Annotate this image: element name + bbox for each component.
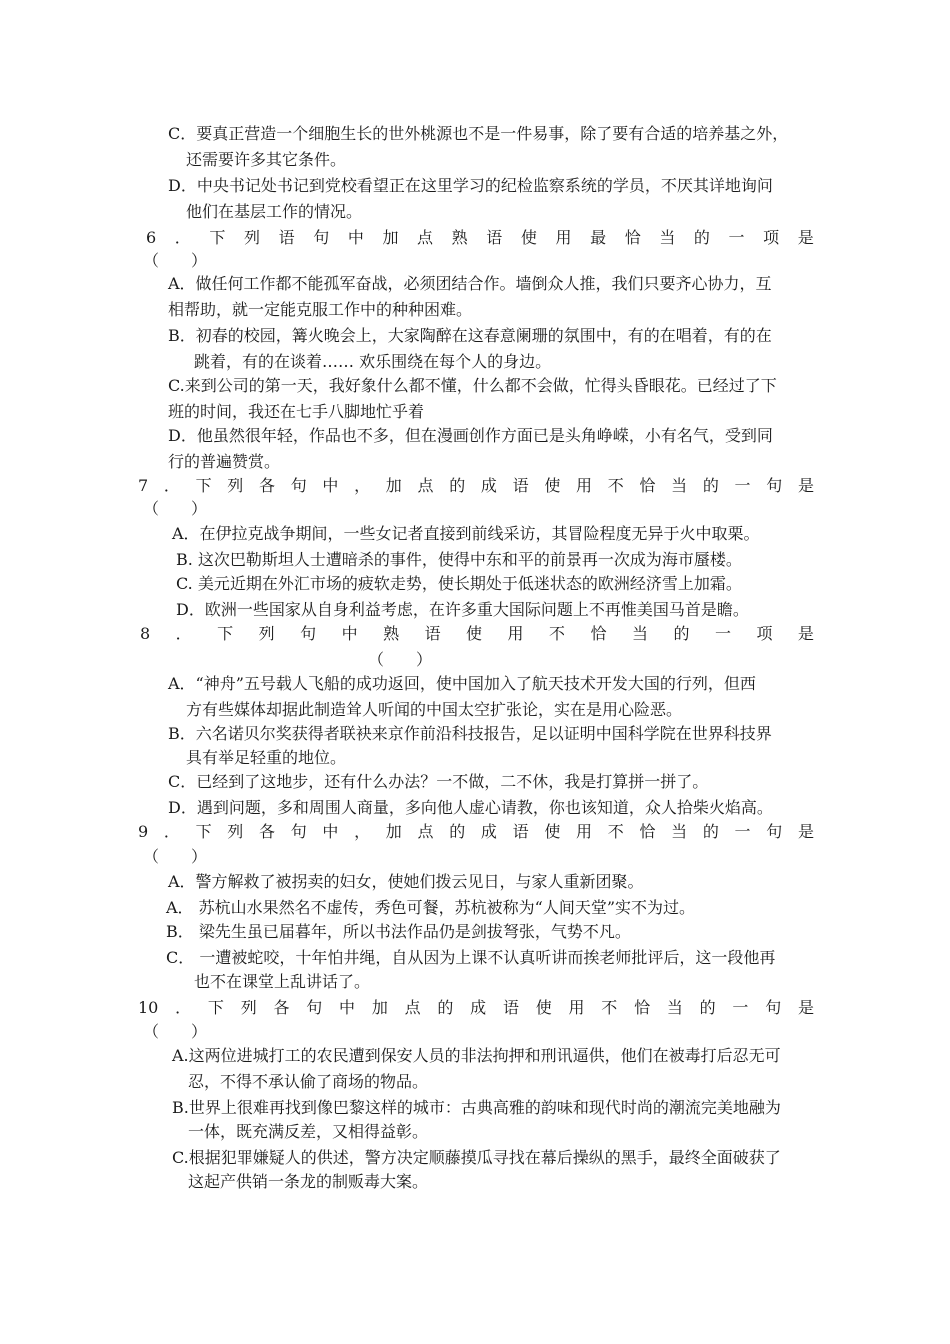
q10-option-a-line2: 忍，不得不承认偷了商场的物品。 <box>188 1072 429 1091</box>
q9-stem-text: 9 ． 下 列 各 句 中 ， 加 点 的 成 语 使 用 不 恰 当 的 一 句 是 <box>138 822 814 841</box>
q8-stem <box>140 622 814 646</box>
q7-option-a: A．在伊拉克战争期间，一些女记者直接到前线采访，其冒险程度无异于火中取栗。 <box>172 524 760 543</box>
q9-answer-paren: （ ） <box>143 847 208 866</box>
q7-option-c: C. 美元近期在外汇市场的疲软走势，使长期处于低迷状态的欧洲经济雪上加霜。 <box>176 574 742 593</box>
q8-answer-paren: （ ） <box>368 650 433 669</box>
q9-option-c-line1: C． 一遭被蛇咬，十年怕井绳，自从因为上课不认真听讲而挨老师批评后，这一段他再 <box>166 948 776 967</box>
q8-option-a-line2: 方有些媒体却据此制造耸人听闻的中国太空扩张论，实在是用心险恶。 <box>186 700 683 719</box>
q6-stem <box>146 226 814 250</box>
q5-option-c-line1: C．要真正营造一个细胞生长的世外桃源也不是一件易事，除了要有合适的培养基之外， <box>168 124 789 143</box>
q6-option-c-line2: 班的时间，我还在七手八脚地忙乎着 <box>168 402 425 421</box>
q6-option-a-line2: 相帮助，就一定能克服工作中的种种困难。 <box>168 300 473 319</box>
q6-stem-text: 6 ． 下 列 语 句 中 加 点 熟 语 使 用 最 恰 当 的 一 项 是 <box>146 228 814 247</box>
q10-answer-paren: （ ） <box>143 1022 208 1041</box>
q8-option-c: C．已经到了这地步，还有什么办法？一不做，二不休，我是打算拼一拼了。 <box>168 772 709 791</box>
q8-stem-text: 8 ． 下 列 句 中 熟 语 使 用 不 恰 当 的 一 项 是 <box>140 624 814 643</box>
q8-option-d: D．遇到问题，多和周围人商量，多向他人虚心请教，你也该知道，众人拾柴火焰高。 <box>168 798 773 817</box>
q10-option-a-line1: A.这两位进城打工的农民遭到保安人员的非法拘押和刑讯逼供，他们在被毒打后忍无可 <box>172 1046 781 1065</box>
q10-stem-text: 10 ． 下 列 各 句 中 加 点 的 成 语 使 用 不 恰 当 的 一 句 是 <box>138 998 814 1017</box>
q8-option-b-line2: 具有举足轻重的地位。 <box>186 748 347 767</box>
q10-stem <box>138 996 814 1020</box>
q10-option-c-line1: C.根据犯罪嫌疑人的供述，警方决定顺藤摸瓜寻找在幕后操纵的黑手，最终全面破获了 <box>172 1148 781 1167</box>
q6-option-d-line2: 行的普遍赞赏。 <box>168 452 281 471</box>
q7-answer-paren: （ ） <box>143 499 208 518</box>
q7-stem-text: 7 ． 下 列 各 句 中 ， 加 点 的 成 语 使 用 不 恰 当 的 一 句 是 <box>138 476 814 495</box>
q6-option-c-line1: C.来到公司的第一天，我好象什么都不懂，什么都不会做，忙得头昏眼花。已经过了下 <box>168 376 777 395</box>
q10-option-b-line1: B.世界上很难再找到像巴黎这样的城市：古典高雅的韵味和现代时尚的潮流完美地融为 <box>172 1098 781 1117</box>
q9-option-a: A． 苏杭山水果然名不虚传，秀色可餐，苏杭被称为“人间天堂”实不为过。 <box>166 898 696 917</box>
q10-option-c-line2: 这起产供销一条龙的制贩毒大案。 <box>188 1172 429 1191</box>
q6-option-d-line1: D．他虽然很年轻，作品也不多，但在漫画创作方面已是头角峥嵘，小有名气，受到同 <box>168 426 773 445</box>
q5-option-d-line1: D．中央书记处书记到党校看望正在这里学习的纪检监察系统的学员，不厌其详地询问 <box>168 176 773 195</box>
q6-option-a-line1: A．做任何工作都不能孤军奋战，必须团结合作。墙倒众人推，我们只要齐心协力，互 <box>168 274 772 293</box>
q9-option-a0: A．警方解救了被拐卖的妇女，使她们拨云见日，与家人重新团聚。 <box>168 872 644 891</box>
q8-option-b-line1: B．六名诺贝尔奖获得者联袂来京作前沿科技报告，足以证明中国科学院在世界科技界 <box>168 724 772 743</box>
q9-option-b: B． 梁先生虽已届暮年，所以书法作品仍是剑拔弩张，气势不凡。 <box>166 922 631 941</box>
q8-option-a-line1: A．“神舟”五号载人飞船的成功返回，使中国加入了航天技术开发大国的行列，但西 <box>168 674 756 693</box>
q9-stem <box>138 820 814 844</box>
q7-option-b: B. 这次巴勒斯坦人士遭暗杀的事件，使得中东和平的前景再一次成为海市蜃楼。 <box>176 550 742 569</box>
q6-option-b-line2: 跳着，有的在谈着…… 欢乐围绕在每个人的身边。 <box>194 352 552 371</box>
q5-option-c-line2: 还需要许多其它条件。 <box>186 150 347 169</box>
q7-stem <box>138 474 814 498</box>
q7-option-d: D．欧洲一些国家从自身利益考虑，在许多重大国际问题上不再惟美国马首是瞻。 <box>176 600 749 619</box>
q6-option-b-line1: B．初春的校园，篝火晚会上，大家陶醉在这春意阑珊的氛围中，有的在唱着，有的在 <box>168 326 772 345</box>
q6-answer-paren: （ ） <box>143 251 208 270</box>
q5-option-d-line2: 他们在基层工作的情况。 <box>186 202 363 221</box>
q9-option-c-line2: 也不在课堂上乱讲话了。 <box>194 972 371 991</box>
q10-option-b-line2: 一体，既充满反差，又相得益彰。 <box>188 1122 429 1141</box>
